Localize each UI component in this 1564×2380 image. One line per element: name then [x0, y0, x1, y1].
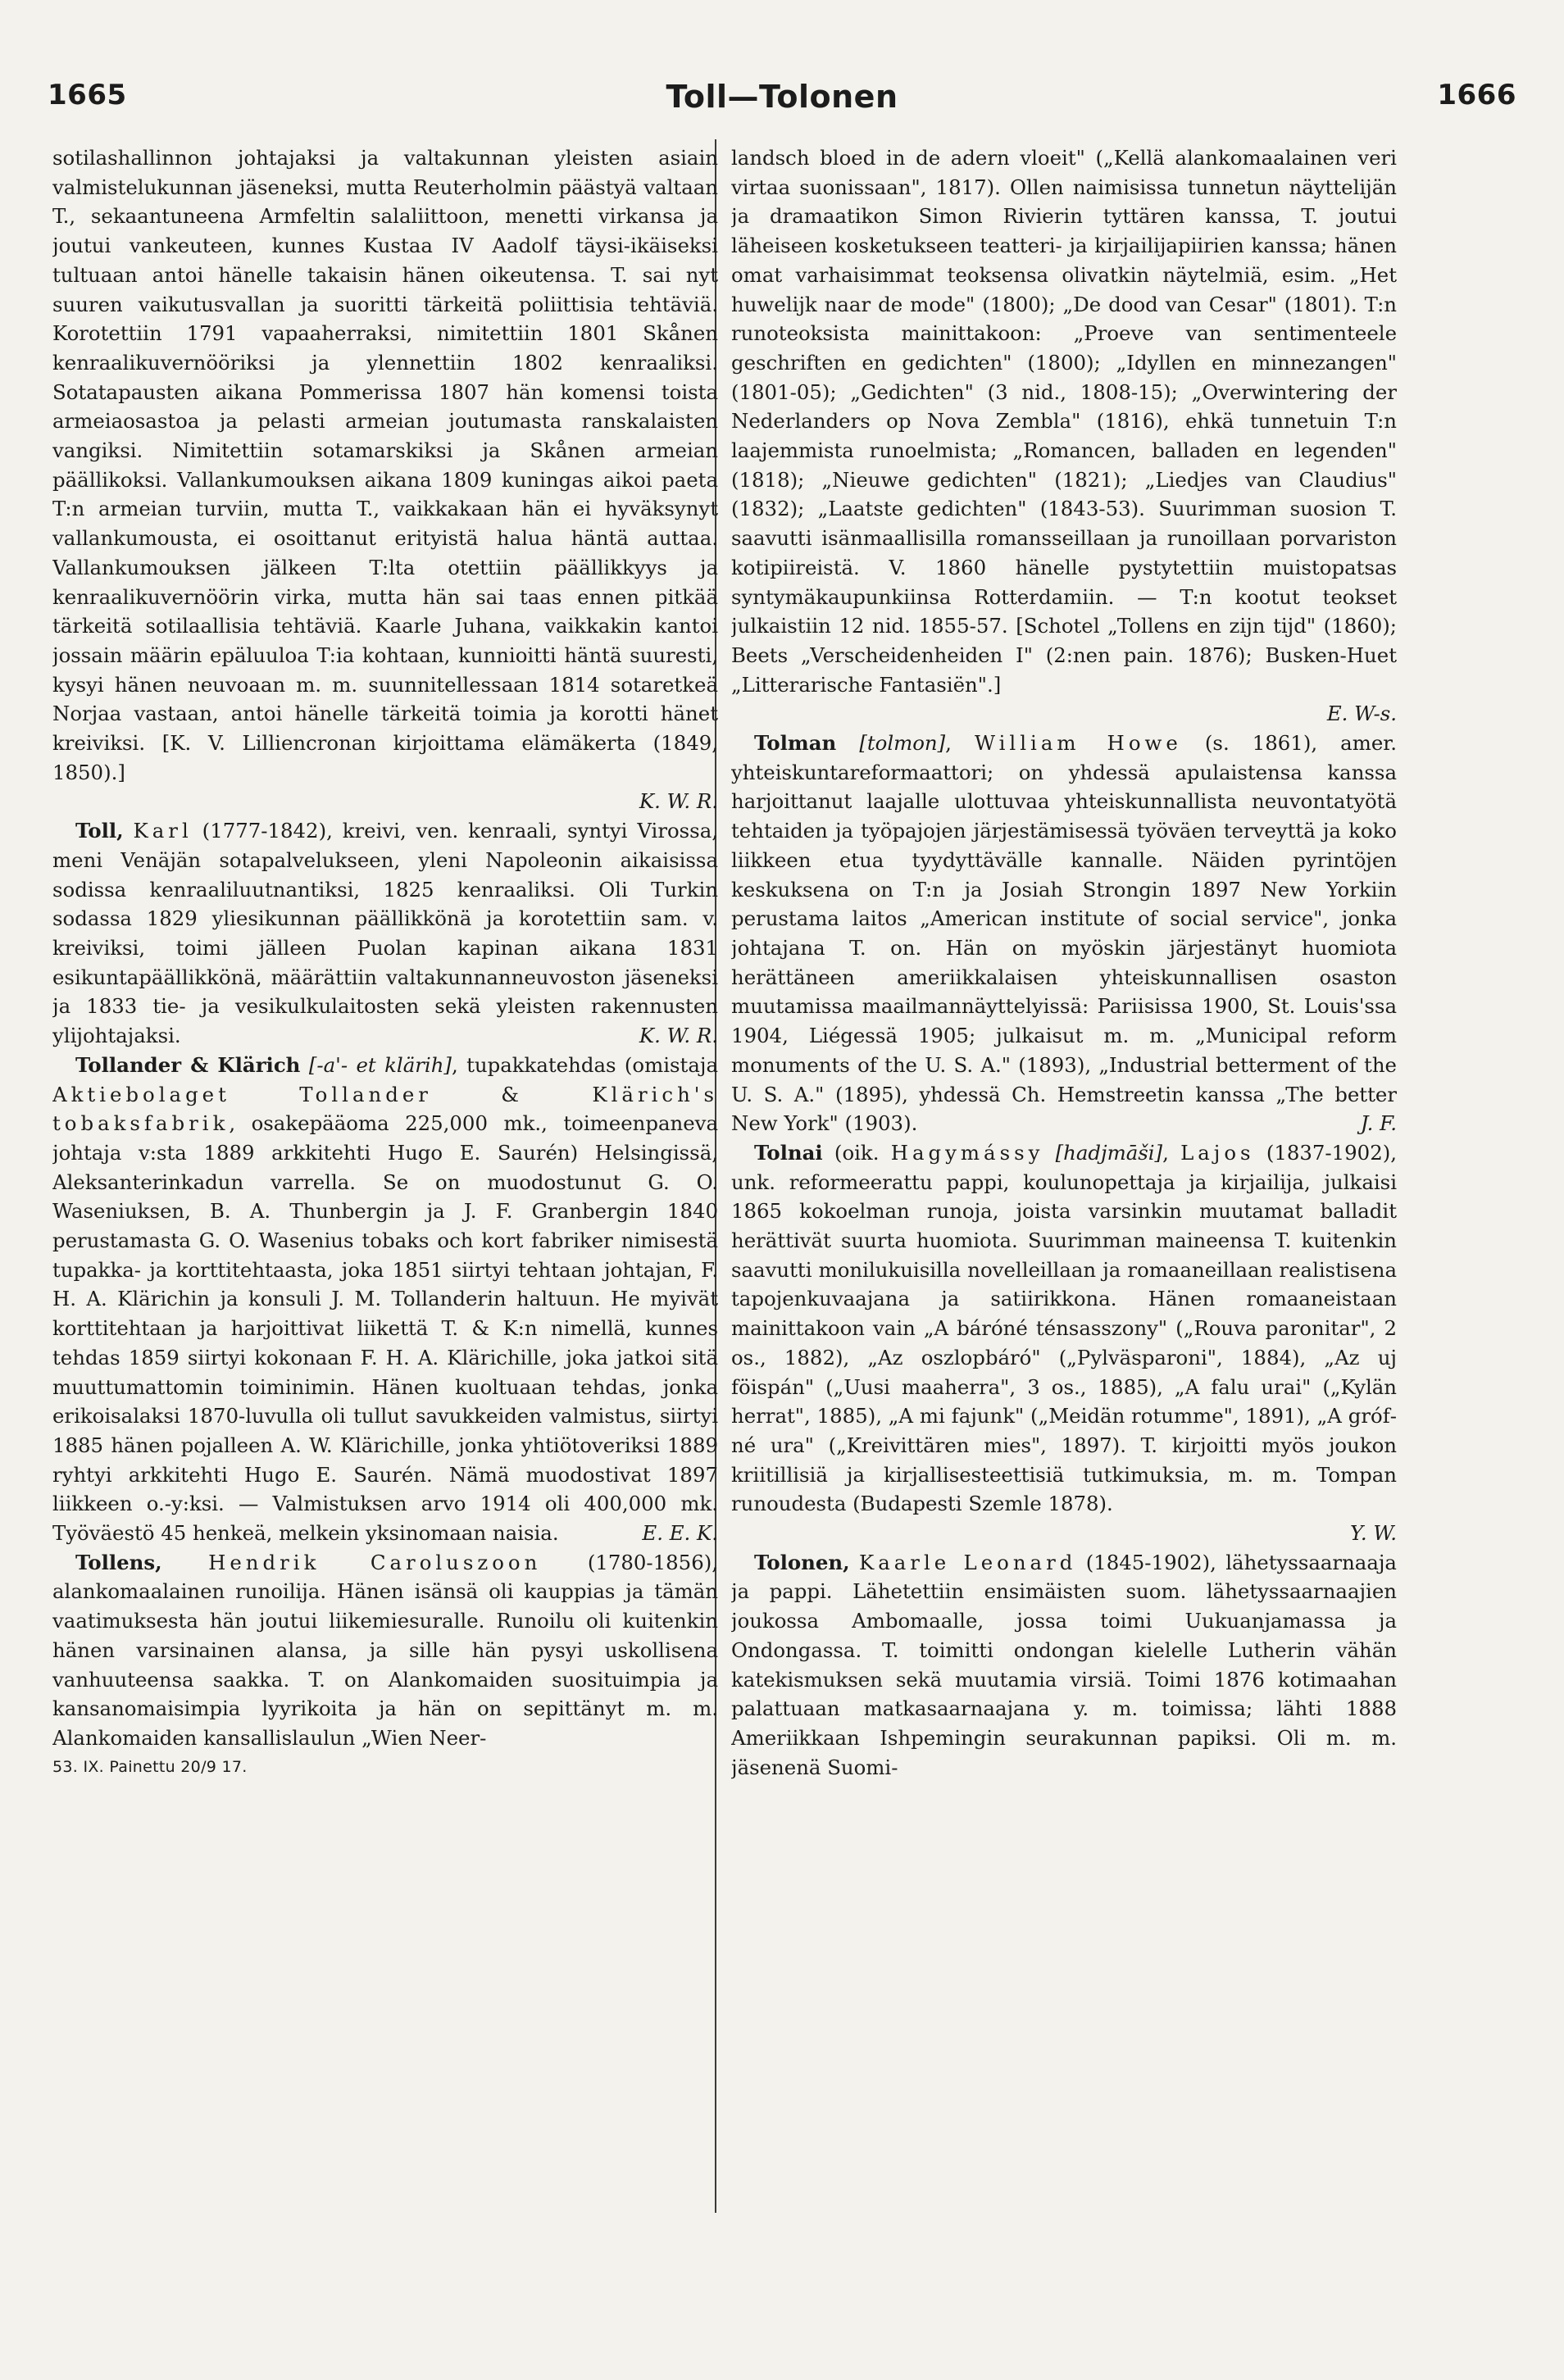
headword: Tolonen, [754, 1550, 850, 1574]
signature: K. W. R. [639, 1024, 718, 1048]
entry-tollens-continued: landsch bloed in de adern vloeit" („Kellä alankomaalainen veri virtaa suonissaan", 1817). Ollen naimisissa tunnetun näyttelijän ja dramaatikon Simon Rivierin tyttären kanssa, T. joutui läheiseen kosketukseen teatteri- ja kirjailijapiirien kanssa; hänen omat varhaisimmat teoksensa olivatkin näytelmiä, esim. „Het huwelijk naar de mode" (1800); „De dood van Cesar" (1801). T:n runoteoksista mainittakoon: „Proeve van sentimenteele geschriften en gedichten" (1800); „Idyllen en minnezangen" (1801-05); „Gedichten" (3 nid., 1808-15); „Overwintering der Nederlanders op Nova Zembla" (1816), ehkä tunnetuin T:n laajemmista runoelmista; „Romancen, balladen en legenden" (1818); „Nieuwe gedichten" (1821); „Liedjes van Claudius" (1832); „Laatste gedichten" (1843-53). Suurimman suosion T. saavutti isänmaallisilla romansseillaan ja runoillaan porvariston kotipiireistä. V. 1860 hänelle pystytettiin muistopatsas syntymäkaupunkiinsa Rotterdamiin. — T:n kootut teokset julkaistiin 12 nid. 1855-57. [Schotel „Tollens en zijn tijd" (1860); Beets „Verscheidenheiden I" (2:nen pain. 1876); Busken-Huet „Litterarische Fantasiën".] [731, 146, 1397, 697]
given-name: William Howe [974, 731, 1182, 756]
given-name: Lajos [1180, 1140, 1255, 1165]
pronunciation: [hadjmāši] [1055, 1140, 1163, 1165]
headword: Tollens, [75, 1550, 162, 1574]
entry-body: (oik. [834, 1140, 880, 1165]
entry-body: (1845-1902), lähetyssaarnaaja ja pappi. Lähetettiin ensimäisten suom. lähetyssaarnaajien joukossa Ambomaalle, jossa toimi Uukuanjamassa ja Ondongassa. T. toimitti ondongan kielelle Lutherin vähän katekismuksen sekä muutamia virsiä. Toimi 1876 kotimaahan palattuaan matkasaarnaajana y. m. toimissa; lähti 1888 Ameriikkaan Ishpemingin seurakunnan papiksi. Oli m. m. jäsenenä Suomi- [731, 1550, 1397, 1779]
entry-toll-karl [52, 816, 718, 1051]
entry-toll-continued: sotilashallinnon johtajaksi ja valtakunnan yleisten asiain valmistelukunnan jäseneksi, mutta Reuterholmin päästyä valtaan T., sekaantuneena Armfeltin salaliittoon, menetti virkansa ja joutui vankeuteen, kunnes Kustaa IV Aadolf täysi-ikäiseksi tultuaan antoi hänelle takaisin hänen oikeutensa. T. sai nyt suuren vaikutusvallan ja suoritti tärkeitä poliittisia tehtäviä. Korotettiin 1791 vapaaherraksi, nimitettiin 1801 Skånen kenraalikuvernööriksi ja ylennettiin 1802 kenraaliksi. Sotatapausten aikana Pommerissa 1807 hän komensi toista armeiaosastoa ja pelasti armeian joutumasta ranskalaisten vangiksi. Nimitettiin sotamarskiksi ja Skånen armeian päällikoksi. Vallankumouksen aikana 1809 kuningas aikoi paeta T:n armeian turviin, mutta T., vaikkakaan hän ei hyväksynyt vallankumousta, ei osoittanut erityistä halua häntä auttaa. Vallankumouksen jälkeen T:lta otettiin päällikkyys ja kenraalikuvernöörin virka, mutta hän sai taas ennen pitkää tärkeitä sotilaallisia tehtäviä. Kaarle Juhana, vaikkakin kantoi jossain määrin epäluuloa T:ia kohtaan, kunnioitti häntä suuresti, kysyi hänen neuvoaan m. m. suunnitellessaan 1814 sotaretkeä Norjaa vastaan, antoi hänelle tärkeitä toimia ja korotti hänet kreiviksi. [K. V. Lilliencronan kirjoittama elämäkerta (1849, 1850).] [52, 146, 718, 784]
given-name: Karl [133, 819, 193, 843]
headword: Tolman [754, 731, 837, 756]
page-title: Toll—Tolonen [666, 79, 898, 115]
headword: Tolnai [754, 1140, 823, 1165]
right-column [731, 143, 1397, 2323]
headword: Tollander & Klärich [75, 1052, 301, 1077]
company-name: Aktiebolaget Tollander & Klärich's tobaksfabrik [52, 1082, 718, 1136]
given-name: Hendrik Caroluszoon [208, 1550, 542, 1574]
page-number-right: 1666 [1437, 79, 1516, 111]
entry-tolonen [731, 1548, 1397, 1783]
pronunciation: [tolmon] [859, 731, 946, 756]
entry-tolman: Tolman [tolmon], William Howe (s. 1861), amer. yhteiskuntareformaattori; on yhdessä apulaistensa kanssa harjoittanut laajalle ulottuvaa yhteiskunnallista neuvontatyötä tehtaiden ja työpajojen järjestämisessä työväen terveyttä ja koko liikkeen etua tyydyttävälle kannalle. Näiden pyrintöjen keskuksena on T:n ja Josiah Strongin 1897 New Yorkiin perustama laitos „American institute of social service", jonka johtajana T. on. Hän on myöskin järjestänyt huomiota herättäneen ameriikkalaisen yhteiskunnallisen osaston muutamissa maailmannäyttelyissä: Pariisissa 1900, St. Louis'ssa 1904, Liégessä 1905; julkaisut m. m. „Municipal reform monuments of the U. S. A." (1893), „Industrial betterment of the U. S. A." (1895), yhdessä Ch. Hemstreetin kanssa „The better New York" (1903). J. F. [731, 729, 1397, 1138]
given-name: Kaarle Leonard [858, 1550, 1077, 1574]
entry-body: (1780-1856), alankomaalainen runoilija. Hänen isänsä oli kauppias ja tämän vaatimuksesta hän joutui liikemiesuralle. Runoilu oli kuitenkin hänen varsinainen alansa, ja sille hän pysyi uskollisena vanhuuteensa saakka. T. on Alankomaiden suosituimpia ja kansanomaisimpia lyyrikoita ja hän on sepittänyt m. m. Alankomaiden kansallislaulun „Wien Neer- [52, 1550, 718, 1750]
signature: E. E. K. [642, 1521, 718, 1546]
printer-footnote: 53. IX. Painettu 20/9 17. [52, 1757, 248, 1776]
entry-tollander-klarich [52, 1051, 718, 1548]
page-number-left: 1665 [48, 79, 127, 111]
headword: Toll, [75, 819, 124, 843]
given-name: Hagymássy [890, 1140, 1044, 1165]
entry-body: , tupakkatehdas (omistaja [451, 1052, 718, 1077]
entry-body: (s. 1861), amer. yhteiskuntareformaattori; on yhdessä apulaistensa kanssa harjoittanut laajalle ulottuvaa yhteiskunnallista neuvontatyötä tehtaiden ja työpajojen järjestämisessä työväen terveyttä ja koko liikkeen etua tyydyttävälle kannalle. Näiden pyrintöjen keskuksena on T:n ja Josiah Strongin 1897 New Yorkiin perustama laitos „American institute of social service", jonka johtajana T. on. Hän on myöskin järjestänyt huomiota herättäneen ameriikkalaisen yhteiskunnallisen osaston muutamissa maailmannäyttelyissä: Pariisissa 1900, St. Louis'ssa 1904, Liégessä 1905; julkaisut m. m. „Municipal reform monuments of the U. S. A." (1893), „Industrial betterment of the U. S. A." (1895), yhdessä Ch. Hemstreetin kanssa „The better New York" (1903). [731, 731, 1397, 1136]
entry-tollens [52, 1548, 718, 1753]
entry-tolnai: Tolnai (oik. Hagymássy [hadjmāši], Lajos (1837-1902), unk. reformeerattu pappi, koulunopettaja ja kirjailija, julkaisi 1865 kokoelman runoja, joista varsinkin muutamat balladit herättivät suurta huomiota. Suurimman maineensa T. kuitenkin saavutti monilukuisilla novelleillaan ja romaaneillaan realistisena tapojenkuvaajana ja satiirikkona. Hänen romaaneistaan mainittakoon vain „A báróné ténsasszony" („Rouva paronitar", 2 os., 1882), „Az oszlopbáró" („Pylväsparoni", 1884), „Az uj föispán" („Uusi maaherra", 3 os., 1885), „A falu urai" („Kylän herrat", 1885), „A mi fajunk" („Meidän rotumme", 1891), „A grófné ura" („Kreivittären mies", 1897). T. kirjoitti myös joukon kriitillisiä ja kirjallisesteettisiä tutkimuksia, m. m. Tompan runoudesta (Budapesti Szemle 1878). [731, 1140, 1397, 1516]
signature: K. W. R. [639, 789, 718, 814]
page-header [48, 79, 1516, 121]
entry-body: (1837-1902), unk. reformeerattu pappi, koulunopettaja ja kirjailija, julkaisi 1865 kokoelman runoja, joista varsinkin muutamat balladit herättivät suurta huomiota. Suurimman maineensa T. kuitenkin saavutti monilukuisilla novelleillaan ja romaaneillaan realistisena tapojenkuvaajana ja satiirikkona. Hänen romaaneistaan mainittakoon vain „A báróné ténsasszony" („Rouva paronitar", 2 os., 1882), „Az oszlopbáró" („Pylväsparoni", 1884), „Az uj föispán" („Uusi maaherra", 3 os., 1885), „A falu urai" („Kylän herrat", 1885), „A mi fajunk" („Meidän rotumme", 1891), „A grófné ura" („Kreivittären mies", 1897). T. kirjoitti myös joukon kriitillisiä ja kirjallisesteettisiä tutkimuksia, m. m. Tompan runoudesta (Budapesti Szemle 1878). [731, 1140, 1397, 1516]
signature: E. W-s. [1326, 702, 1397, 726]
signature: J. F. [1360, 1111, 1397, 1136]
entry-body: , osakepääoma 225,000 mk., toimeenpaneva johtaja v:sta 1889 arkkitehti Hugo E. Saurén) Helsingissä, Aleksanterinkadun varrella. Se on muodostunut G. O. Waseniuksen, B. A. Thunbergin ja J. F. Granbergin 1840 perustamasta G. O. Wasenius tobaks och kort fabriker nimisestä tupakka- ja korttitehtaasta, joka 1851 siirtyi tehtaan johtajan, F. H. A. Klärichin ja konsuli J. M. Tollanderin haltuun. He myivät korttitehtaan ja harjoittivat liikettä T. & K:n nimellä, kunnes tehdas 1859 siirtyi kokonaan F. H. A. Klärichille, joka jatkoi sitä muuttumattomin toiminimin. Hänen kuoltuaan tehdas, jonka erikoisalaksi 1870-luvulla oli tullut savukkeiden valmistus, siirtyi 1885 hänen pojalleen A. W. Klärichille, jonka yhtiötoveriksi 1889 ryhtyi arkkitehti Hugo E. Saurén. Nämä muodostivat 1897 liikkeen o.-y:ksi. — Valmistuksen arvo 1914 oli 400,000 mk. Työväestö 45 henkeä, melkein yksinomaan naisia. [52, 1111, 718, 1546]
signature: Y. W. [1349, 1521, 1397, 1546]
left-column [52, 143, 718, 2323]
pronunciation: [-a'- et klärih] [308, 1052, 452, 1077]
entry-body: (1777-1842), kreivi, ven. kenraali, syntyi Virossa, meni Venäjän sotapalvelukseen, yleni Napoleonin aikaisissa sodissa kenraaliluutnantiksi, 1825 kenraaliksi. Oli Turkin sodassa 1829 yliesikunnan päällikkönä ja korotettiin sam. v. kreiviksi, toimi jälleen Puolan kapinan aikana 1831 esikuntapäällikkönä, määrättiin valtakunnanneuvoston jäseneksi ja 1833 tie- ja vesikulkulaitosten sekä yleisten rakennusten ylijohtajaksi. [52, 819, 718, 1048]
